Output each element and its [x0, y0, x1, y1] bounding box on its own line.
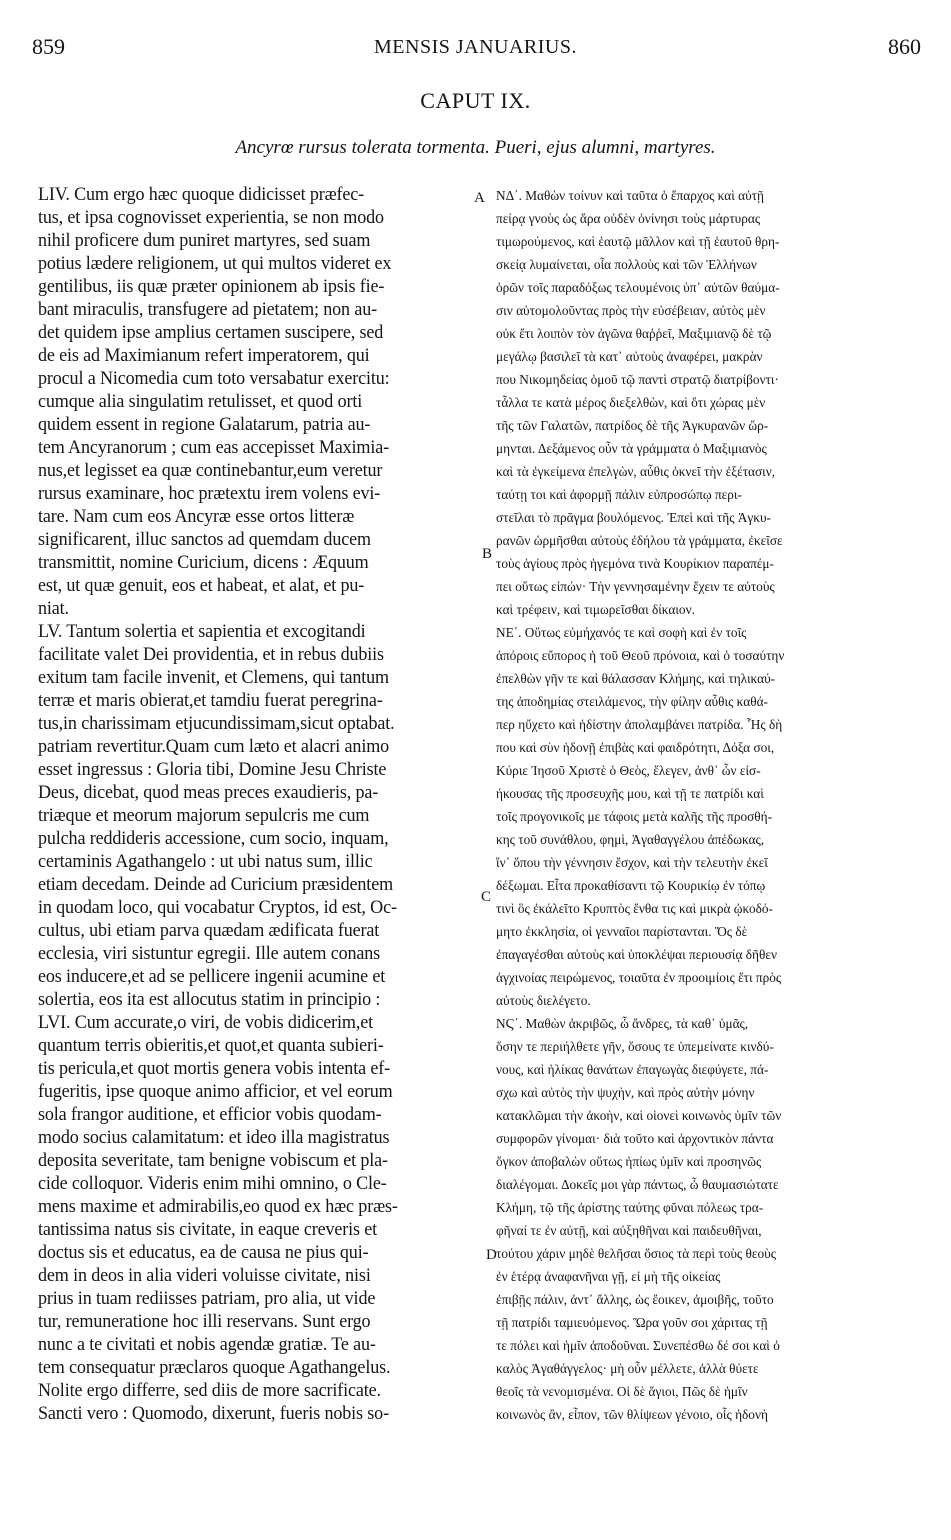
text-line: καὶ τὰ ἐγκείμενα ἐπελγὼν, αὖθις ὀκνεῖ τὴν ἐξέτασιν, [496, 464, 776, 479]
text-line: ρανῶν ὡρμῆσθαι αὐτοὺς ἐδήλου τὰ γράμματα, ἐκεῖσε [496, 533, 783, 548]
text-line: sola frangor auditione, et efficior vobis quodam- [38, 1105, 382, 1125]
text-line: patriam revertitur.Quam cum læto et alacri animo [38, 737, 390, 757]
running-title: MENSIS JANUARIUS. [374, 36, 577, 58]
text-line: ἐν ἑτέρᾳ ἀναφανῆναι γῇ, εἰ μὴ τῆς οἰκείας [496, 1269, 721, 1284]
text-line: τοῖς προγονικοῖς με τάφοις μετὰ καλῆς τῆς προσθή- [496, 809, 773, 824]
text-line: tus, et ipsa cognovisset experientia, se non modo [38, 208, 384, 228]
text-line: σχω καὶ αὐτὸς τὴν ψυχὴν, καὶ πρὸς αὐτὴν μόνην [496, 1085, 755, 1100]
text-line: bant miraculis, transfugere ad pietatem; non au- [38, 300, 377, 320]
text-line: det quidem ipse amplius certamen suscipere, sed [38, 323, 384, 343]
text-line: στεῖλαι τὸ πρᾶγμα βουλόμενος. Ἐπεὶ καὶ τῆς Ἀγκυ- [496, 510, 771, 525]
text-line: nihil proficere dum puniret martyres, sed suam [38, 231, 371, 251]
text-line: περ ηὔχετο καὶ ἡδίστην ἀπολαμβάνει πατρίδα. Ἧς δὴ [496, 717, 783, 732]
text-line: tantissima natus sis civitate, in eaque creveris et [38, 1220, 378, 1240]
text-line: Deus, dicebat, quod meas preces exaudieris, pa- [38, 783, 379, 803]
text-line: που καὶ σὺν ἡδονῇ ἐπιβὰς καὶ φαιδρότητι, Δόξα σοι, [496, 740, 775, 755]
text-line: ἐπαγαγέσθαι αὐτοὺς καὶ ὑποκλέψαι περιουσίᾳ δῆθεν [496, 947, 777, 962]
text-line: ΝϚ΄. Μαθὼν ἀκριβῶς, ὦ ἄνδρες, τὰ καθ᾽ ὑμᾶς, [496, 1016, 749, 1031]
text-line: procul a Nicomedia cum toto versabatur exercitu: [38, 369, 390, 389]
text-line: exitum tam facile invenit, et Clemens, qui tantum [38, 668, 389, 688]
text-line: τοὺς ἁγίους πρὸς ἡγεμόνα τινὰ Κουρίκιον παραπέμ- [496, 556, 774, 571]
chapter-heading: CAPUT IX. [420, 88, 531, 113]
page-number-left: 859 [32, 34, 65, 59]
text-line: ἐπελθὼν γῆν τε καὶ θάλασσαν Κλήμης, καὶ τηλικαύ- [496, 671, 776, 686]
text-line: LV. Tantum solertia et sapientia et excogitandi [38, 622, 366, 642]
text-line: δέξωμαι. Εἶτα προκαθίσαντι τῷ Κουρικίῳ ἐν τόπῳ [496, 878, 766, 893]
text-line: tus,in charissimam etjucundissimam,sicut optabat. [38, 714, 395, 734]
text-line: πείρᾳ γνοὺς ὡς ἄρα οὐδὲν ὀνίνησι τοὺς μάρτυρας [496, 211, 761, 226]
margin-letter-d: D [486, 1247, 497, 1263]
text-line: tare. Nam cum eos Ancyræ esse ortos litteræ [38, 507, 355, 527]
text-line: cide colloquor. Videris enim mihi omnino, o Cle- [38, 1174, 387, 1194]
text-line: φῆναί τε ἐν αὐτῇ, καὶ αὐξηθῆναι καὶ παιδευθῆναι, [496, 1223, 762, 1238]
text-line: LVI. Cum accurate,o viri, de vobis didicerim,et [38, 1013, 373, 1033]
text-line: τε πόλει καὶ ἡμῖν ἀποδοῦναι. Συνεπέσθω δέ σοι καὶ ὁ [496, 1338, 780, 1353]
text-line: κατακλῶμαι τὴν ἀκοὴν, καὶ οἱονεὶ κοινωνὸς ὑμῖν τῶν [496, 1108, 782, 1123]
text-line: πει οὕτως εἰπών· Τὴν γεννησαμένην ἔχειν τε αὐτοὺς [496, 579, 775, 594]
margin-letter-a: A [474, 190, 485, 206]
text-line: κης τοῦ συνάθλου, φημὶ, Ἀγαθαγγέλου ἀπέδωκας, [496, 832, 765, 847]
text-line: κοινωνὸς ἂν, εἶπον, τῶν θλίψεων γένοιο, οἷς ἡδονὴ [496, 1407, 768, 1422]
text-line: οὐκ ἔτι λοιπὸν τὸν ἀγῶνα θαῤῥεῖ, Μαξιμιανῷ δὲ τῷ [496, 326, 772, 341]
text-line: est, ut quæ genuit, eos et habeat, et alat, et pu- [38, 576, 365, 596]
text-line: ήκουσας τῆς προσευχῆς μου, καὶ τῇ τε πατρίδι καὶ [496, 786, 764, 801]
text-line: μητο ἐκκλησία, οἱ γενναῖοι παρίστανται. Ὅς δὲ [496, 924, 748, 939]
chapter-subtitle: Ancyrœ rursus tolerata tormenta. Pueri, ejus alumni, martyres. [235, 137, 716, 158]
text-line: ὅσην τε περιήλθετε γῆν, ὅσους τε ὑπεμείνατε κινδύ- [496, 1039, 774, 1054]
text-line: quidem essent in regione Galatarum, patria au- [38, 415, 371, 435]
text-line: doctus sis et educatus, ea de causa ne pius qui- [38, 1243, 369, 1263]
text-line: tur, remuneratione hoc illi reservans. Sunt ergo [38, 1312, 371, 1332]
text-line: ΝΔ΄. Μαθὼν τοίνυν καὶ ταῦτα ὁ ἔπαρχος καὶ αὐτῇ [496, 188, 764, 203]
text-line: ἀγχινοίας πειρώμενος, τοιαῦτα ἐν προοιμίοις ἔτι πρὸς [496, 970, 782, 985]
text-line: Κλήμη, τῷ τῆς ἀρίστης ταύτης φῦναι πόλεως τρα- [496, 1200, 764, 1215]
text-line: tem consequatur præclaros quoque Agathangelus. [38, 1358, 391, 1378]
text-line: cultus, ubi etiam parva quædam ædificata fuerat [38, 921, 380, 941]
text-line: της ἀποδημίας στειλάμενος, τὴν φίλην αὖθις καθά- [496, 694, 768, 709]
text-line: σκείᾳ λυμαίνεται, οἷα πολλοὺς καὶ τῶν Ἑλλήνων [496, 257, 757, 272]
text-line: prius in tuam rediisses patriam, pro alia, ut vide [38, 1289, 376, 1309]
running-header [0, 34, 951, 62]
text-line: LIV. Cum ergo hæc quoque didicisset præfec- [38, 185, 365, 205]
text-line: niat. [38, 599, 69, 619]
text-line: Sancti vero : Quomodo, dixerunt, fueris nobis so- [38, 1404, 389, 1424]
text-line: καὶ τρέφειν, καὶ τιμωρεῖσθαι δίκαιον. [496, 602, 695, 617]
text-line: eos inducere,et ad se pellicere ingenii acumine et [38, 967, 386, 987]
text-line: ἀπόροις εὔπορος ἡ τοῦ Θεοῦ πρόνοια, καὶ ὁ τοσαύτην [496, 648, 785, 663]
margin-letter-b: B [482, 546, 493, 562]
text-line: ὄγκον ἀποβαλὼν οὕτως ἠπίως ὑμῖν καὶ προσηνῶς [496, 1154, 762, 1169]
text-line: terræ et maris obierat,et tamdiu fuerat peregrina- [38, 691, 383, 711]
text-line: nus,et legisset ea quæ continebantur,eum veretur [38, 461, 383, 481]
text-line: τούτου χάριν μηδὲ θελῆσαι ὅσιος τὰ περὶ τοὺς θεοὺς [496, 1246, 776, 1261]
text-line: Κύριε Ἰησοῦ Χριστὲ ὁ Θεὸς, ἔλεγεν, ἀνθ᾽ ὧν εἰσ- [496, 763, 761, 778]
text-line: σιν αὐτομολοῦντας πρὸς τὴν εὐσέβειαν, αὐτὸς μὲν [496, 303, 766, 318]
text-line: θεοῖς τὰ νενομισμένα. Οἱ δὲ ἅγιοι, Πῶς δὲ ἡμῖν [496, 1384, 748, 1399]
text-line: tem Ancyranorum ; cum eas accepisset Maximia- [38, 438, 389, 458]
text-line: Nolite ergo differre, sed diis de more sacrificate. [38, 1381, 381, 1401]
text-line: cumque alia singulatim retulisset, et quod orti [38, 392, 363, 412]
text-line: ἵν᾽ ὅπου τὴν γέννησιν ἔσχον, καὶ τὴν τελευτὴν ἐκεῖ [496, 855, 768, 870]
latin-column [38, 184, 484, 1426]
text-line: μηνται. Δεξάμενος οὖν τὰ γράμματα ὁ Μαξιμιανὸς [496, 441, 767, 456]
text-line: που Νικομηδείας ὁμοῦ τῷ παντὶ στρατῷ διατρίβοντι· [496, 372, 779, 387]
text-line: τἆλλα τε κατὰ μέρος διεξελθὼν, καὶ ὅτι χώρας μὲν [496, 395, 766, 410]
text-line: τινὶ ὃς ἐκάλεῖτο Κρυπτὸς ἔνθα τις καὶ μικρὰ ᾠκοδό- [496, 901, 773, 916]
text-line: mens maxime et admirabilis,eo quod ex hæc præs- [38, 1197, 398, 1217]
text-line: τιμωρούμενος, καὶ ἑαυτῷ μᾶλλον καὶ τῇ ἑαυτοῦ θρη- [496, 234, 780, 249]
text-line: συμφορῶν γίνομαι· διὰ τοῦτο καὶ ἀρχοντικὸν πάντα [496, 1131, 774, 1146]
text-line: τῇ πατρίδι ταμιευόμενος. Ὥρα γοῦν σοι χάριτας τῇ [496, 1315, 768, 1330]
text-line: triæque et meorum majorum sepulcris me cum [38, 806, 370, 826]
text-line: τῆς τῶν Γαλατῶν, πατρίδος δὲ τῆς Ἀγκυρανῶν ὥρ- [496, 418, 769, 433]
text-line: solertia, eos ita est allocutus statim in principio : [38, 990, 381, 1010]
text-line: tis pericula,et quot mortis genera vobis intenta ef- [38, 1059, 390, 1079]
text-line: certaminis Agathangelo : ut ubi natus sum, illic [38, 852, 373, 872]
text-line: pulcha reddideris accessione, cum socio, inquam, [38, 829, 389, 849]
text-line: διαλέγομαι. Δοκεῖς μοι γὰρ πάντως, ὦ θαυμασιώτατε [496, 1177, 779, 1192]
page-number-right: 860 [888, 34, 921, 59]
text-line: significarent, illuc sanctos ad quemdam ducem [38, 530, 371, 550]
text-line: νους, καὶ ἡλίκας θανάτων ἐπαγωγὰς διεφύγετε, πά- [496, 1062, 769, 1077]
text-line: transmittit, nomine Curicium, dicens : Æquum [38, 553, 369, 573]
text-line: esset ingressus : Gloria tibi, Domine Jesu Christe [38, 760, 387, 780]
text-line: gentilibus, iis quæ præter opinionem ab ipsis fie- [38, 277, 385, 297]
text-line: facilitate valet Dei providentia, et in rebus dubiis [38, 645, 384, 665]
text-line: de eis ad Maximianum refert imperatorem, qui [38, 346, 370, 366]
text-line: ταύτῃ τοι καὶ ἀφορμῇ πάλιν εὐπροσώπῳ περι- [496, 487, 742, 502]
text-line: καλὸς Ἀγαθάγγελος· μὴ οὖν μέλλετε, ἀλλὰ θύετε [496, 1361, 759, 1376]
text-line: quantum terris obieritis,et quot,et quanta subieri- [38, 1036, 384, 1056]
greek-column [496, 184, 934, 1426]
text-line: ὁρῶν τοῖς παραδόξως τελουμένοις ὑπ᾽ αὐτῶν θαύμα- [496, 280, 780, 295]
text-line: ΝΕ΄. Οὕτως εὐμήχανός τε καὶ σοφὴ καὶ ἐν τοῖς [496, 625, 747, 640]
text-line: in quodam loco, qui vocabatur Cryptos, id est, Oc- [38, 898, 397, 918]
text-line: αὐτοὺς διελέγετο. [496, 993, 591, 1008]
text-line: deposita severitate, tam benigne vobiscum et pla- [38, 1151, 388, 1171]
text-line: modo socius calamitatum: et ideo illa magistratus [38, 1128, 390, 1148]
margin-letter-c: C [481, 889, 492, 905]
text-line: rursus examinare, hoc prætextu irem volens evi- [38, 484, 381, 504]
text-line: nunc a te civitati et nobis agendæ gratiæ. Te au- [38, 1335, 376, 1355]
text-line: μεγάλῳ βασιλεῖ τὰ κατ᾽ αὐτοὺς ἀναφέρει, μακρὰν [496, 349, 763, 364]
text-line: dem in deos in alia videri voluisse civitate, nisi [38, 1266, 371, 1286]
text-line: ecclesia, viri sistuntur egregii. Ille autem conans [38, 944, 381, 964]
text-line: etiam decedam. Deinde ad Curicium præsidentem [38, 875, 393, 895]
text-line: potius lædere religionem, ut qui multos videret ex [38, 254, 392, 274]
text-line: ἐπιβῇς πάλιν, ἀντ᾽ ἄλλης, ὡς ἔοικεν, ἀμοιβῆς, τοῦτο [496, 1292, 774, 1307]
text-line: fugeritis, ipse quoque animo afficior, et vel eorum [38, 1082, 393, 1102]
